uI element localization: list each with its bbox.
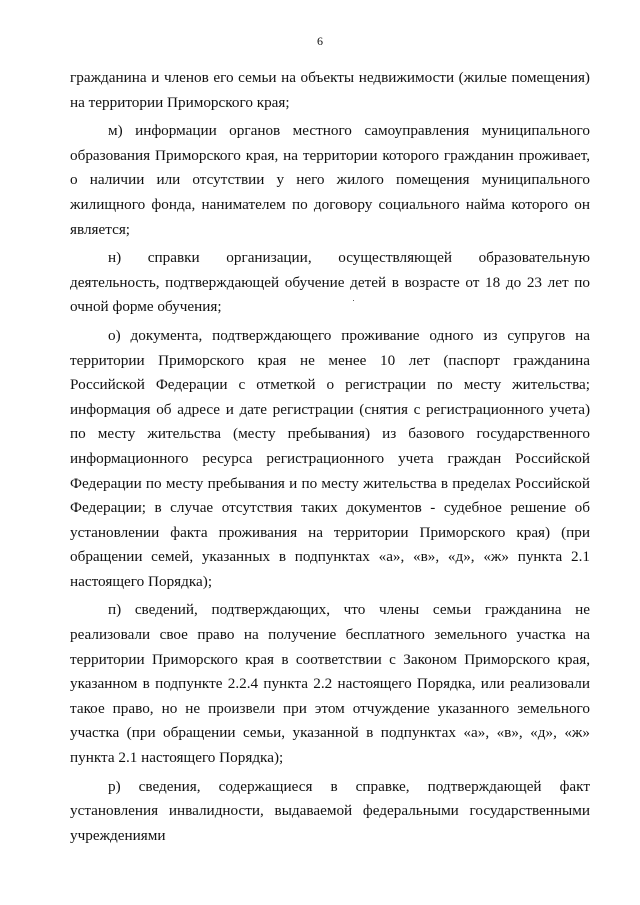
paragraph-item-r: р) сведения, содержащиеся в справке, подтверждающей факт установления инвалидности, выдаваемой федеральными государственными учреждениями [70,777,590,844]
paragraph-continuation: гражданина и членов его семьи на объекты недвижимости (жилые помещения) на территории Приморского края; [70,69,590,111]
paragraph-item-m: м) информации органов местного самоуправления муниципального образования Приморского края, на территории которого гражданин проживает, о наличии или отсутствии у него жилого помещения муниципального жилищного фонда, нанимателем по договору социального найма которого он является; [70,122,590,238]
paragraph-item-n: н) справки организации, осуществляющей образовательную деятельность, подтверждающей обучение детей в возрасте от 18 до 23 лет по очной форме обучения; [70,249,590,316]
paragraph-item-p: п) сведений, подтверждающих, что члены семьи гражданина не реализовали свое право на получение бесплатного земельного участка на территории Приморского края в соответствии с Законом Приморского края, указанном в подпункте 2.2.4 пункта 2.2 настоящего Порядка, или реализовали такое право, но не произвели при этом отчуждение указанного земельного участка (при обращении семьи, указанной в подпунктах «а», «в», «д», «ж» пункта 2.1 настоящего Порядка); [70,601,590,767]
document-body [70,66,590,852]
page-number: 6 [317,34,323,48]
paragraph-item-o: о) документа, подтверждающего проживание одного из супругов на территории Приморского края не менее 10 лет (паспорт гражданина Российской Федерации с отметкой о регистрации по месту жительства; информация об адресе и дате регистрации (снятия с регистрационного учета) по месту жительства (месту пребывания) из базового государственного информационного ресурса регистрационного учета граждан Российской Федерации по месту пребывания и по месту жительства в пределах Российской Федерации; в случае отсутствия таких документов - судебное решение об установлении факта проживания на территории Приморского края) (при обращении семей, указанных в подпунктах «а», «в», «д», «ж» пункта 2.1 настоящего Порядка); [70,326,590,590]
scan-speck [353,300,354,301]
